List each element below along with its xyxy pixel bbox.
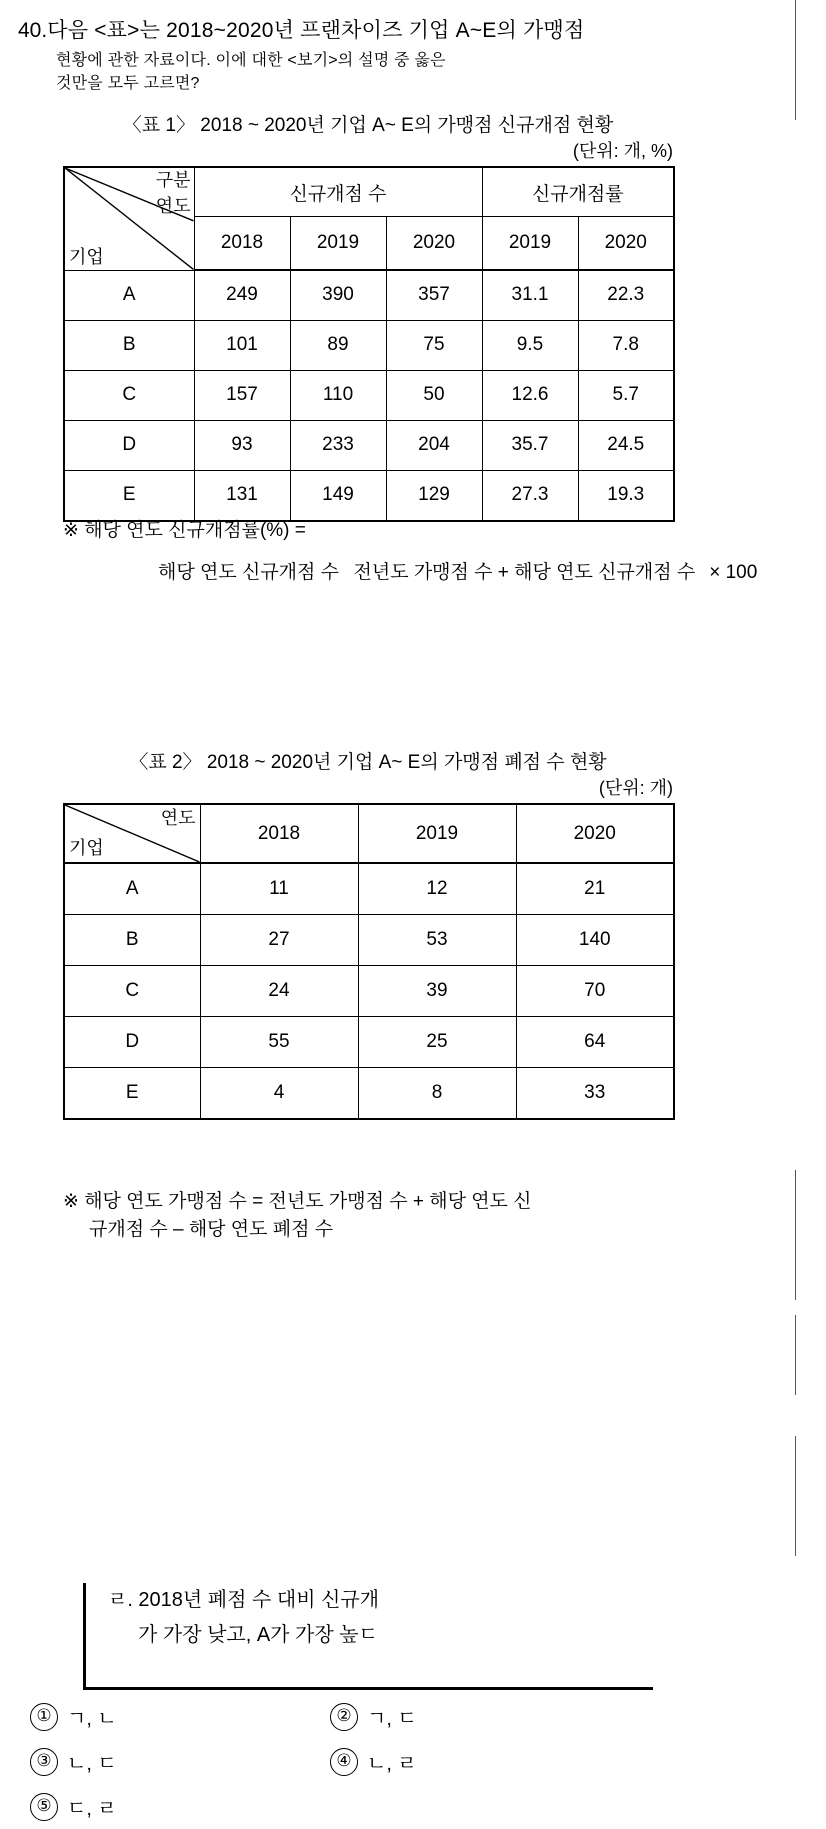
formula-fraction-body xyxy=(152,558,699,588)
choice-4-marker: ④ xyxy=(330,1748,358,1776)
choice-1-label: ㄱ, ㄴ xyxy=(67,1708,117,1730)
table-1-row-0-col-3: 31.1 xyxy=(482,270,578,320)
choice-5-marker: ⑤ xyxy=(30,1793,58,1821)
table-2-block xyxy=(63,750,673,1120)
table-2-corner-cell xyxy=(64,804,200,863)
table-1 xyxy=(63,166,675,522)
corner-label-top-right: 연도 xyxy=(160,808,196,828)
choice-1-marker: ① xyxy=(30,1703,58,1731)
question-line-1: 다음 <표>는 2018~2020년 프랜차이즈 기업 A~E의 가맹점 xyxy=(47,19,585,42)
table-row xyxy=(64,966,674,1017)
corner-label-middle: 연도 xyxy=(155,196,191,216)
table-1-year-header-3: 2019 xyxy=(482,217,578,271)
table-1-row-4-company: E xyxy=(64,470,194,521)
bogi-line-1: ㄹ. 2018년 폐점 수 대비 신규개 xyxy=(108,1589,380,1611)
question-first-line xyxy=(18,14,758,47)
table-2-unit: (단위: 개) xyxy=(598,778,673,798)
table-2-row-4-col-1: 8 xyxy=(358,1068,516,1120)
table-1-row-2-col-1: 110 xyxy=(290,370,386,420)
table-2-row-4-company: E xyxy=(64,1068,200,1120)
table-2-footnote-line-2: 규개점 수 – 해당 연도 폐점 수 xyxy=(89,1219,334,1240)
table-1-row-1-company: B xyxy=(64,320,194,370)
table-2-row-0-col-1: 12 xyxy=(358,863,516,915)
table-1-row-0-col-0: 249 xyxy=(194,270,290,320)
table-2-row-0-company: A xyxy=(64,863,200,915)
table-row xyxy=(64,270,674,320)
table-1-row-0-col-1: 390 xyxy=(290,270,386,320)
choice-3[interactable] xyxy=(30,1747,330,1776)
choice-5-label: ㄷ, ㄹ xyxy=(67,1798,117,1820)
table-1-title: 〈표 1〉 2018 ~ 2020년 기업 A~ E의 가맹점 신규개점 현황 xyxy=(122,115,614,136)
table-2-year-header-2: 2020 xyxy=(516,804,674,863)
choice-2-label: ㄱ, ㄷ xyxy=(367,1708,417,1730)
table-2-row-2-col-0: 24 xyxy=(200,966,358,1017)
table-1-row-1-col-3: 9.5 xyxy=(482,320,578,370)
table-1-row-0-company: A xyxy=(64,270,194,320)
table-1-row-2-col-0: 157 xyxy=(194,370,290,420)
table-2-row-1-col-0: 27 xyxy=(200,915,358,966)
table-2-row-1-col-1: 53 xyxy=(358,915,516,966)
question-stem xyxy=(18,14,758,93)
table-1-row-1-col-0: 101 xyxy=(194,320,290,370)
table-row xyxy=(64,1068,674,1120)
table-1-group-header-0: 신규개점 수 xyxy=(194,167,482,217)
formula-denominator: 전년도 가맹점 수 + 해당 연도 신규개점 수 xyxy=(353,562,696,583)
question-line-3: 것만을 모두 고르면? xyxy=(56,75,200,92)
corner-label-bottom-left: 기업 xyxy=(69,838,104,858)
table-row xyxy=(64,1017,674,1068)
choice-3-marker: ③ xyxy=(30,1748,58,1776)
table-1-row-0-col-4: 22.3 xyxy=(578,270,674,320)
table-row xyxy=(64,420,674,470)
question-number: 40. xyxy=(18,19,48,42)
table-1-footnote-lead: ※ 해당 연도 신규개점률(%) = xyxy=(63,520,306,541)
table-1-row-3-company: D xyxy=(64,420,194,470)
table-1-group-header-1: 신규개점률 xyxy=(482,167,674,217)
table-2-row-1-col-2: 140 xyxy=(516,915,674,966)
table-1-row-4-col-0: 131 xyxy=(194,470,290,521)
table-1-row-2-col-3: 12.6 xyxy=(482,370,578,420)
table-1-row-3-col-1: 233 xyxy=(290,420,386,470)
page-edge-mark-lower xyxy=(795,1436,796,1556)
bogi-line-2: 가 가장 낮고, A가 가장 높ㄷ xyxy=(138,1624,378,1646)
table-2-row-4-col-0: 4 xyxy=(200,1068,358,1120)
answer-choices xyxy=(30,1694,730,1829)
table-1-corner-cell xyxy=(64,167,194,270)
table-1-row-1-col-1: 89 xyxy=(290,320,386,370)
table-1-row-3-col-2: 204 xyxy=(386,420,482,470)
table-1-formula xyxy=(152,558,757,588)
choice-row-1 xyxy=(30,1694,730,1739)
corner-label-top-right: 구분 xyxy=(155,170,191,190)
table-1-year-header-0: 2018 xyxy=(194,217,290,271)
table-row xyxy=(64,370,674,420)
table-2-row-3-col-0: 55 xyxy=(200,1017,358,1068)
table-2-row-2-col-1: 39 xyxy=(358,966,516,1017)
formula-multiplier: × 100 xyxy=(709,562,758,583)
table-2 xyxy=(63,803,675,1120)
corner-label-bottom-left: 기업 xyxy=(69,246,104,267)
table-2-row-3-col-2: 64 xyxy=(516,1017,674,1068)
choice-2-marker: ② xyxy=(330,1703,358,1731)
table-2-row-4-col-2: 33 xyxy=(516,1068,674,1120)
table-1-row-4-col-2: 129 xyxy=(386,470,482,521)
table-1-row-2-company: C xyxy=(64,370,194,420)
page-edge-mark-middle xyxy=(795,1315,796,1395)
table-1-block xyxy=(63,113,673,522)
table-row xyxy=(64,863,674,915)
table-1-row-2-col-2: 50 xyxy=(386,370,482,420)
table-2-year-header-0: 2018 xyxy=(200,804,358,863)
choice-2[interactable] xyxy=(330,1702,417,1731)
table-2-row-3-company: D xyxy=(64,1017,200,1068)
choice-4[interactable] xyxy=(330,1747,417,1776)
table-1-row-3-col-3: 35.7 xyxy=(482,420,578,470)
choice-3-label: ㄴ, ㄷ xyxy=(67,1753,117,1775)
choice-5[interactable] xyxy=(30,1792,330,1821)
page-edge-mark-top xyxy=(795,0,796,120)
table-2-row-2-col-2: 70 xyxy=(516,966,674,1017)
question-line-2: 현황에 관한 자료이다. 이에 대한 <보기>의 설명 중 옳은 xyxy=(56,52,446,69)
choice-1[interactable] xyxy=(30,1702,330,1731)
table-1-row-4-col-3: 27.3 xyxy=(482,470,578,521)
table-row xyxy=(64,915,674,966)
table-1-year-header-1: 2019 xyxy=(290,217,386,271)
table-1-row-0-col-2: 357 xyxy=(386,270,482,320)
table-1-row-4-col-4: 19.3 xyxy=(578,470,674,521)
table-1-row-1-col-2: 75 xyxy=(386,320,482,370)
choice-row-2 xyxy=(30,1739,730,1784)
table-1-row-2-col-4: 5.7 xyxy=(578,370,674,420)
table-2-title: 〈표 2〉 2018 ~ 2020년 기업 A~ E의 가맹점 폐점 수 현황 xyxy=(129,752,607,773)
page-edge-mark-upper xyxy=(795,1170,796,1300)
table-2-row-3-col-1: 25 xyxy=(358,1017,516,1068)
table-row xyxy=(64,320,674,370)
table-1-row-1-col-4: 7.8 xyxy=(578,320,674,370)
table-2-footnote xyxy=(63,1188,532,1244)
table-2-row-1-company: B xyxy=(64,915,200,966)
formula-numerator: 해당 연도 신규개점 수 xyxy=(158,562,340,583)
table-1-unit: (단위: 개, %) xyxy=(572,141,673,161)
table-1-row-3-col-4: 24.5 xyxy=(578,420,674,470)
table-2-footnote-line-1: ※ 해당 연도 가맹점 수 = 전년도 가맹점 수 + 해당 연도 신 xyxy=(63,1191,532,1212)
table-row xyxy=(64,470,674,521)
table-1-row-3-col-0: 93 xyxy=(194,420,290,470)
table-1-year-header-2: 2020 xyxy=(386,217,482,271)
table-1-year-header-4: 2020 xyxy=(578,217,674,271)
table-2-year-header-1: 2019 xyxy=(358,804,516,863)
choice-4-label: ㄴ, ㄹ xyxy=(367,1753,417,1775)
bogi-box xyxy=(83,1583,653,1690)
table-2-row-0-col-2: 21 xyxy=(516,863,674,915)
table-2-row-0-col-0: 11 xyxy=(200,863,358,915)
table-1-row-4-col-1: 149 xyxy=(290,470,386,521)
choice-row-3 xyxy=(30,1784,730,1829)
table-2-row-2-company: C xyxy=(64,966,200,1017)
